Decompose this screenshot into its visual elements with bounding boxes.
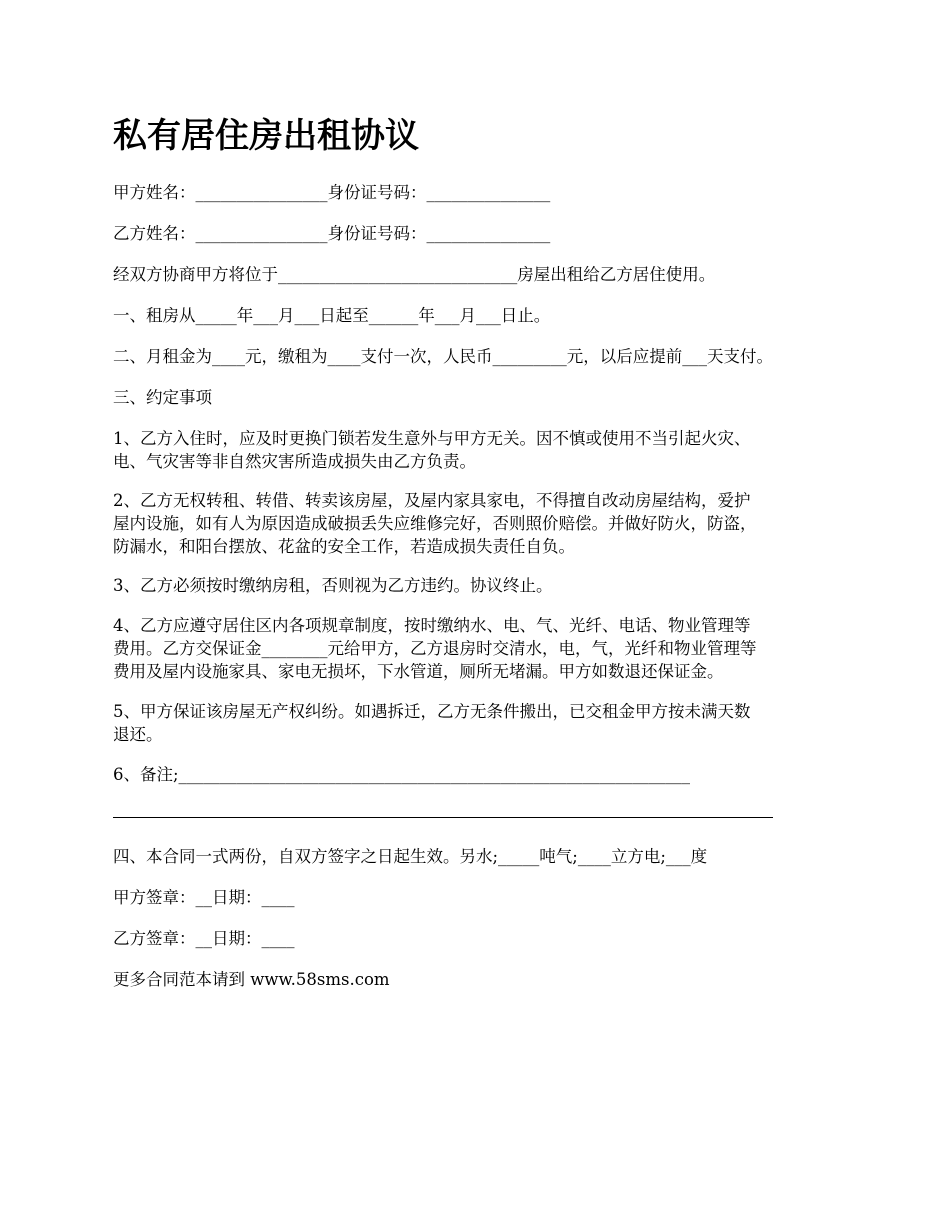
section-four-line: 四、本合同一式两份，自双方签字之日起生效。另水;_____吨气;____立方电;___度 bbox=[113, 847, 708, 866]
clause-1-line-2: 电、气灾害等非自然灾害所造成损失由乙方负责。 bbox=[113, 452, 476, 471]
clause-5 bbox=[113, 700, 853, 746]
section-three-heading: 三、约定事项 bbox=[113, 388, 212, 407]
rent-line: 二、月租金为____元，缴租为____支付一次，人民币_________元，以后应提前___天支付。 bbox=[113, 347, 773, 366]
clause-2 bbox=[113, 489, 853, 558]
clause-5-line-2: 退还。 bbox=[113, 725, 163, 744]
signature-b-line: 乙方签章：__日期：____ bbox=[113, 929, 295, 948]
clause-1 bbox=[113, 427, 853, 473]
clause-1-line-1: 1、乙方入住时，应及时更换门锁若发生意外与甲方无关。因不慎或使用不当引起火灾、 bbox=[113, 429, 751, 448]
clause-2-line-1: 2、乙方无权转租、转借、转卖该房屋，及屋内家具家电，不得擅自改动房屋结构，爱护 bbox=[113, 491, 751, 510]
remarks-blank-rule bbox=[113, 817, 773, 818]
clause-4-line-1: 4、乙方应遵守居住区内各项规章制度，按时缴纳水、电、气、光纤、电话、物业管理等 bbox=[113, 616, 751, 635]
clause-3-line-1: 3、乙方必须按时缴纳房租，否则视为乙方违约。协议终止。 bbox=[113, 576, 553, 595]
party-b-line: 乙方姓名：________________身份证号码：_______________ bbox=[113, 224, 551, 243]
clause-4-line-2: 费用。乙方交保证金________元给甲方，乙方退房时交清水，电，气，光纤和物业管理等 bbox=[113, 639, 757, 658]
signature-a-line: 甲方签章：__日期：____ bbox=[113, 888, 295, 907]
clause-2-line-3: 防漏水，和阳台摆放、花盆的安全工作，若造成损失责任自负。 bbox=[113, 537, 575, 556]
clause-2-line-2: 屋内设施，如有人为原因造成破损丢失应维修完好，否则照价赔偿。并做好防火，防盗， bbox=[113, 514, 757, 533]
footer-line: 更多合同范本请到 www.58sms.com bbox=[113, 970, 390, 989]
clause-4-line-3: 费用及屋内设施家具、家电无损坏，下水管道，厕所无堵漏。甲方如数退还保证金。 bbox=[113, 662, 724, 681]
remarks-line: 6、备注;______________________________________________________________ bbox=[113, 765, 691, 784]
clause-5-line-1: 5、甲方保证该房屋无产权纠纷。如遇拆迁，乙方无条件搬出，已交租金甲方按未满天数 bbox=[113, 702, 751, 721]
clause-3 bbox=[113, 574, 853, 597]
clause-4 bbox=[113, 614, 853, 683]
document-title: 私有居住房出租协议 bbox=[113, 116, 419, 156]
intro-line: 经双方协商甲方将位于_____________________________房屋出租给乙方居住使用。 bbox=[113, 265, 716, 284]
party-a-line: 甲方姓名：________________身份证号码：_______________ bbox=[113, 183, 551, 202]
term-line: 一、租房从_____年___月___日起至______年___月___日止。 bbox=[113, 306, 551, 325]
